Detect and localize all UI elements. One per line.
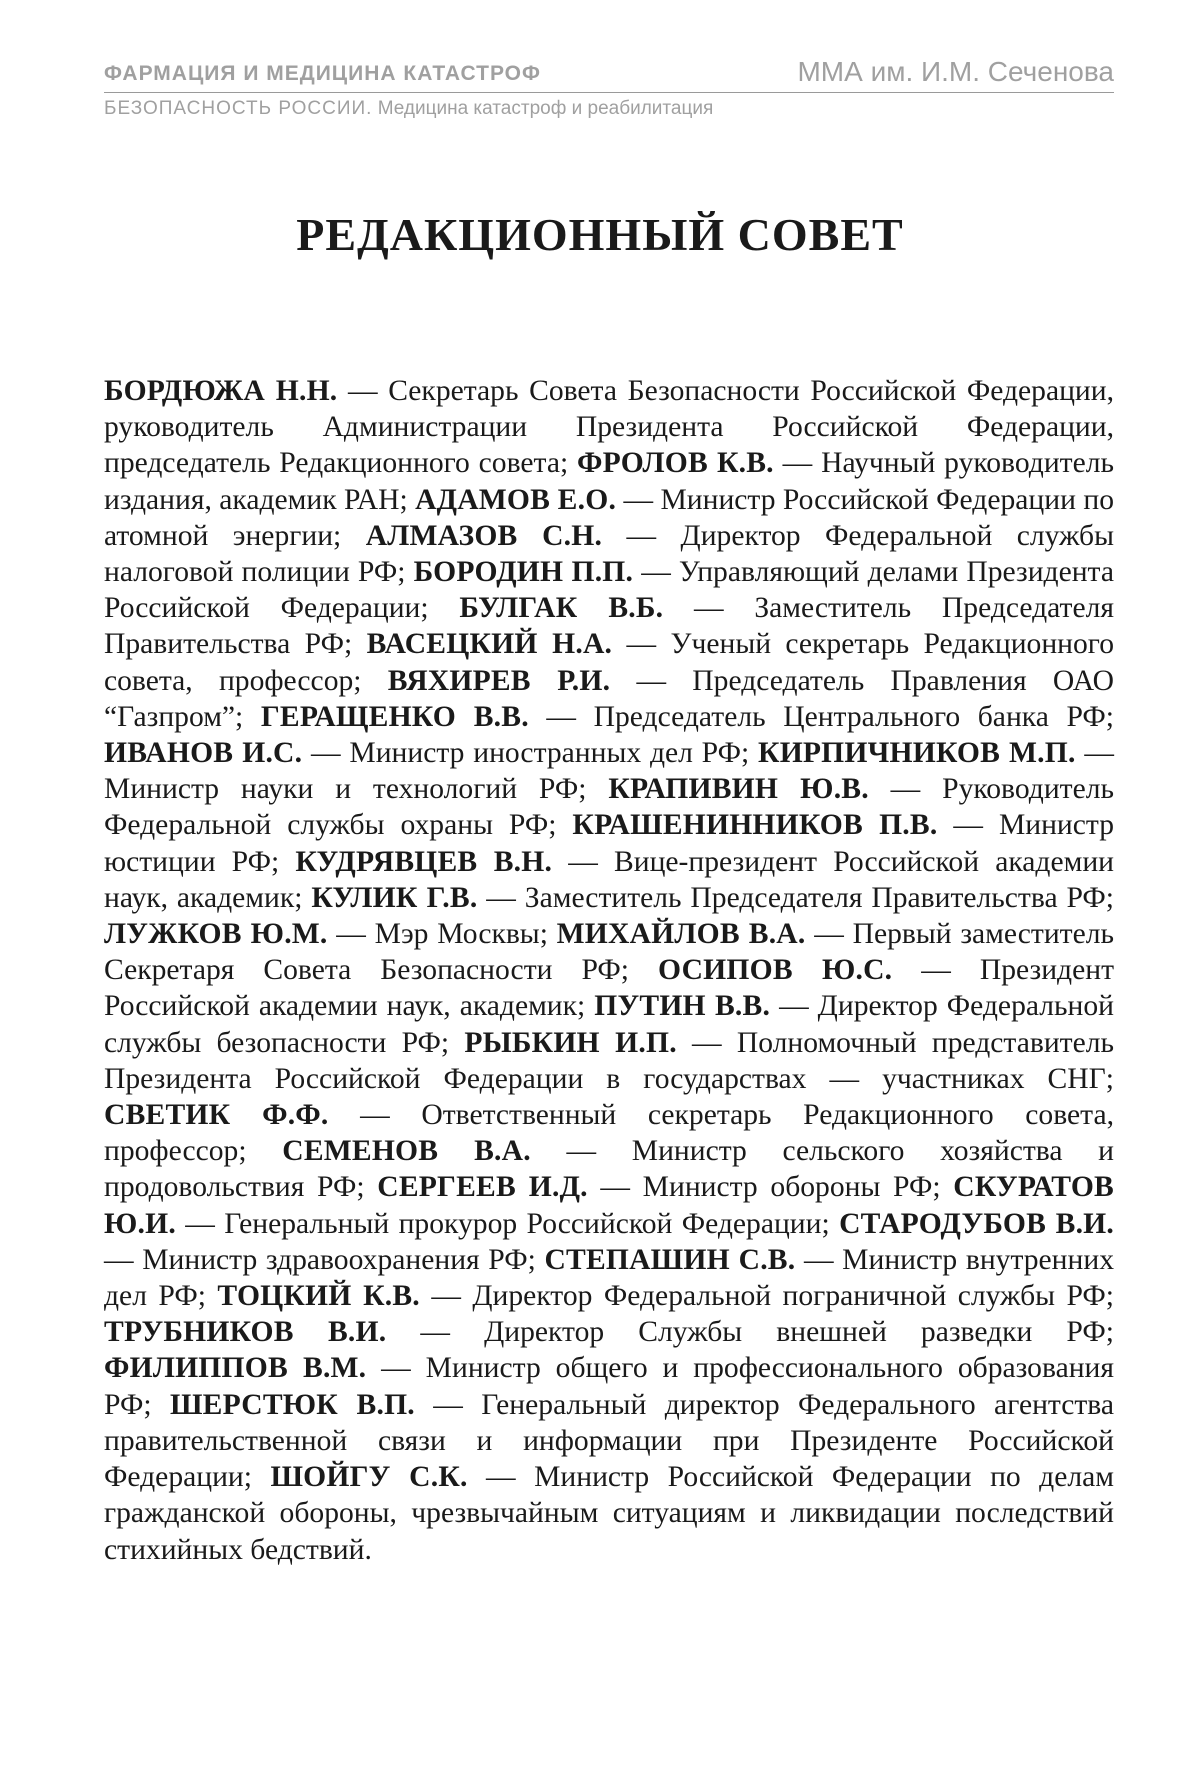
board-member-name: СЕМЕНОВ В.А.: [282, 1135, 531, 1168]
board-member-name: ГЕРАЩЕНКО В.В.: [260, 700, 529, 733]
board-member-name: КРАПИВИН Ю.В.: [608, 773, 869, 806]
board-member-entry: [311, 882, 1114, 914]
board-member-entry: [104, 1316, 1114, 1348]
board-member-name: ОСИПОВ Ю.С.: [658, 954, 893, 987]
board-member-role: — Мэр Москвы;: [327, 918, 557, 951]
board-member-name: ТОЦКИЙ К.В.: [217, 1280, 420, 1313]
board-member-name: ФИЛИППОВ В.М.: [104, 1352, 367, 1385]
board-member-name: КИРПИЧНИКОВ М.П.: [758, 737, 1076, 770]
board-member-role: — Ученый секретарь Редакционного совета, профессор;: [104, 628, 1114, 697]
board-member-role: — Министр иностранных дел РФ;: [302, 737, 759, 770]
board-member-name: ИВАНОВ И.С.: [104, 737, 303, 770]
board-member-name: БОРОДИН П.П.: [413, 556, 634, 589]
board-member-name: АЛМАЗОВ С.Н.: [365, 519, 603, 552]
board-member-name: ФРОЛОВ К.В.: [577, 447, 774, 480]
board-member-role: — Министр внутренних дел РФ;: [104, 1243, 1114, 1313]
board-member-role: — Министр обороны РФ;: [587, 1171, 954, 1204]
board-member-entry: [104, 918, 557, 950]
board-member-role: — Генеральный прокурор Российской Федерации;: [175, 1207, 840, 1240]
board-member-entry: [104, 737, 758, 769]
board-member-role: — Председатель Правления ОАО “Газпром”;: [104, 664, 1115, 733]
board-member-name: БУЛГАК В.Б.: [459, 592, 664, 625]
board-member-entry: [377, 1171, 953, 1203]
board-member-role: — Министр общего и профессионального образования РФ;: [104, 1352, 1114, 1421]
board-member-entry: [217, 1280, 1114, 1312]
board-member-role: — Министр Российской Федерации по атомной энергии;: [104, 483, 1114, 552]
board-member-name: ЛУЖКОВ Ю.М.: [104, 918, 328, 951]
journal-subtitle-topic: Медицина катастроф и реабилитация: [377, 98, 714, 119]
board-member-name: СЕРГЕЕВ И.Д.: [377, 1171, 588, 1204]
institution-name: ММА им. И.М. Сеченова: [797, 56, 1114, 87]
journal-name: ФАРМАЦИЯ И МЕДИЦИНА КАТАСТРОФ: [104, 62, 541, 85]
board-member-name: АДАМОВ Е.О.: [415, 483, 617, 516]
board-member-role: — Полномочный представитель Президента Российской Федерации в государствах — участниках СНГ;: [104, 1026, 1114, 1095]
board-member-name: СВЕТИК Ф.Ф.: [104, 1099, 329, 1132]
board-member-role: — Министр здравоохранения РФ;: [104, 1243, 545, 1276]
journal-subtitle: [104, 98, 713, 120]
board-member-name: СКУРАТОВ Ю.И.: [104, 1171, 1114, 1240]
board-member-role: — Генеральный директор Федерального агентства правительственной связи и информации при Президенте Российской Федерации;: [104, 1388, 1114, 1494]
board-member-role: — Руководитель Федеральной службы охраны РФ;: [104, 773, 1115, 842]
board-member-role: — Директор Федеральной службы безопасности РФ;: [104, 990, 1114, 1059]
board-member-entry: [261, 701, 1114, 733]
board-member-role: — Министр юстиции РФ;: [104, 809, 1114, 878]
board-member-name: ШЕРСТЮК В.П.: [169, 1388, 415, 1421]
board-member-name: КУЛИК Г.В.: [311, 881, 478, 914]
board-member-name: ВЯХИРЕВ Р.И.: [387, 664, 611, 697]
board-member-name: ПУТИН В.В.: [594, 990, 771, 1023]
board-member-role: — Министр Российской Федерации по делам гражданской обороны, чрезвычайным ситуациям и ликвидации последствий стихийных бедствий.: [104, 1461, 1115, 1566]
board-member-name: КУДРЯВЦЕВ В.Н.: [295, 845, 553, 878]
board-member-role: — Научный руководитель издания, академик РАН;: [104, 447, 1114, 516]
board-member-role: — Министр сельского хозяйства и продовольствия РФ;: [104, 1135, 1114, 1204]
page-title: РЕДАКЦИОННЫЙ СОВЕТ: [296, 209, 904, 260]
board-member-role: — Директор Службы внешней разведки РФ;: [386, 1316, 1114, 1349]
board-member-name: ТРУБНИКОВ В.И.: [104, 1316, 387, 1349]
board-member-role: — Председатель Центрального банка РФ;: [528, 700, 1115, 733]
board-member-role: — Министр науки и технологий РФ;: [104, 737, 1114, 806]
board-member-name: СТАРОДУБОВ В.И.: [839, 1207, 1114, 1240]
board-member-role: — Управляющий делами Президента Российской Федерации;: [104, 556, 1114, 625]
editorial-board-paragraph: [104, 373, 1114, 1568]
journal-subtitle-series: БЕЗОПАСНОСТЬ РОССИИ.: [104, 98, 373, 119]
board-member-name: ВАСЕЦКИЙ Н.А.: [366, 628, 613, 661]
board-member-role: — Заместитель Председателя Правительства РФ;: [477, 881, 1114, 914]
board-member-role: — Первый заместитель Секретаря Совета Безопасности РФ;: [104, 918, 1114, 987]
board-member-role: — Заместитель Председателя Правительства РФ;: [104, 592, 1114, 661]
board-member-role: — Вице-президент Российской академии наук, академик;: [104, 845, 1114, 914]
board-member-role: — Директор Федеральной пограничной службы РФ;: [419, 1280, 1115, 1313]
board-member-name: СТЕПАШИН С.В.: [544, 1243, 796, 1276]
board-member-role: — Ответственный секретарь Редакционного совета, профессор;: [104, 1099, 1114, 1168]
board-member-name: КРАШЕНИННИКОВ П.В.: [572, 809, 938, 842]
board-member-name: МИХАЙЛОВ В.А.: [556, 918, 806, 951]
running-header: [104, 58, 1114, 93]
board-member-name: РЫБКИН И.П.: [464, 1026, 677, 1059]
board-member-name: БОРДЮЖА Н.Н.: [104, 375, 338, 407]
board-member-role: — Секретарь Совета Безопасности Российской Федерации, руководитель Администрации Президента Российской Федерации, председатель Редакционного совета;: [104, 375, 1114, 480]
board-member-name: ШОЙГУ С.К.: [270, 1461, 468, 1494]
board-member-role: — Президент Российской академии наук, академик;: [104, 954, 1115, 1023]
board-member-role: — Директор Федеральной службы налоговой полиции РФ;: [104, 519, 1115, 589]
